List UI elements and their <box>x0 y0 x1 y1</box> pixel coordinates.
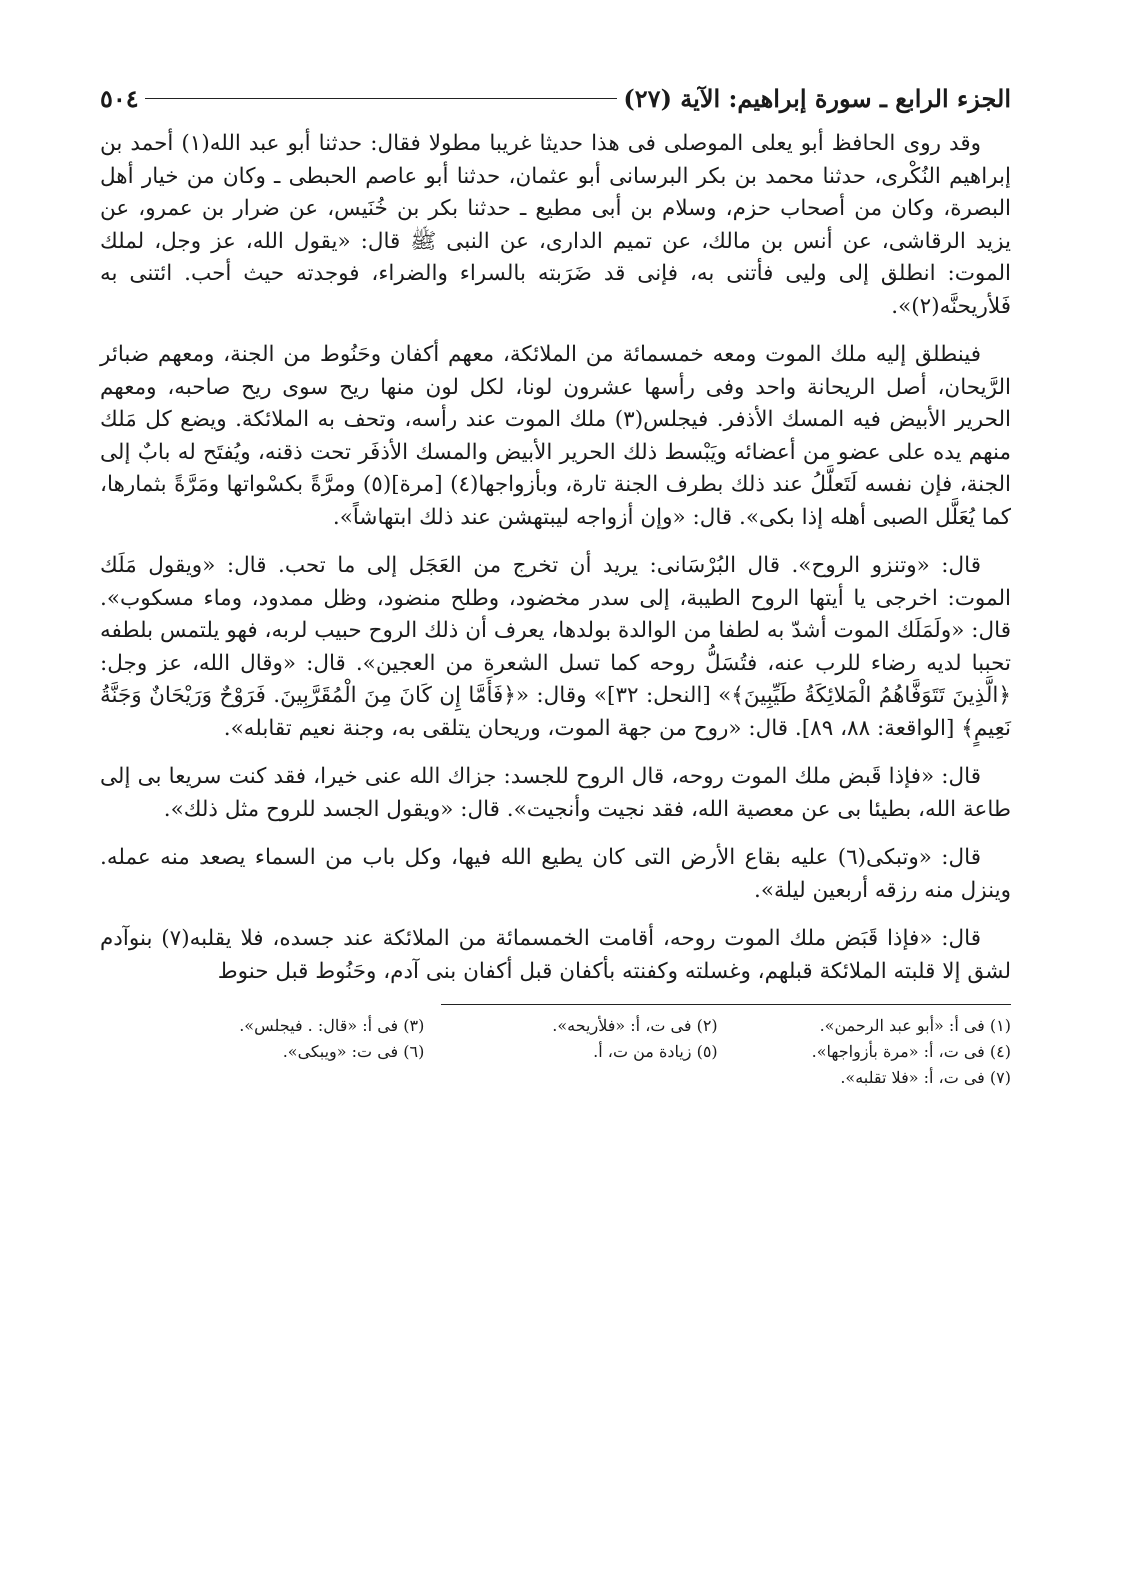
footnote-divider <box>441 1004 1011 1005</box>
header-rule <box>145 98 618 99</box>
paragraph: قال: «وتنزو الروح». قال البُرْسَانى: يريد أن تخرج من العَجَل إلى ما تحب. قال: «ويقول مَلَك الموت: اخرجى يا أيتها الروح الطيبة، إلى سدر مخضود، وطلح منضود، وظل ممدود، وماء مسكوب». قال: «ولَمَلَك الموت أشدّ به لطفا من الوالدة بولدها، يعرف أن ذلك الروح حبيب لربه، فهو يلتمس بلطفه تحببا لديه رضاء للرب عنه، فتُسَلُّ روحه كما تسل الشعرة من العجين». قال: «وقال الله، عز وجل: ﴿الَّذِينَ تَتَوَفَّاهُمُ الْمَلائِكَةُ طَيِّبِينَ﴾» [النحل: ٣٢]» وقال: «﴿فَأَمَّا إِن كَانَ مِنَ الْمُقَرَّبِينَ. فَرَوْحٌ وَرَيْحَانٌ وَجَنَّةُ نَعِيمٍ﴾ [الواقعة: ٨٨، ٨٩]. قال: «روح من جهة الموت، وريحان يتلقى به، وجنة نعيم تقابله». <box>100 553 1011 741</box>
footnote: (٤) فى ت، أ: «مرة بأزواجها». <box>811 1042 1011 1061</box>
running-header <box>100 78 1011 118</box>
header-title: الجزء الرابع ـ سورة إبراهيم: الآية (٢٧) <box>623 83 1011 113</box>
paragraph: قال: «فإذا قَبَض ملك الموت روحه، أقامت الخمسمائة من الملائكة عند جسده، فلا يقلبه(٧) بنوآدم لشق إلا قلبته الملائكة قبلهم، وغسلته وكفنته بأكفان قبل أكفان بنى آدم، وحَنُوط قبل حنوط <box>100 926 1011 984</box>
footnotes <box>131 1013 1011 1091</box>
paragraph: فينطلق إليه ملك الموت ومعه خمسمائة من الملائكة، معهم أكفان وحَنُوط من الجنة، ومعهم ضبائر الرَّيحان، أصل الريحانة واحد وفى رأسها عشرون لونا، لكل لون منها ريح سوى ريح صاحبه، ومعهم الحرير الأبيض فيه المسك الأذفر. فيجلس(٣) ملك الموت عند رأسه، وتحف به الملائكة. ويضع كل مَلك منهم يده على عضو من أعضائه ويَبْسط ذلك الحرير الأبيض والمسك الأذفَر تحت ذقنه، ويُفتَح له بابٌ إلى الجنة، فإن نفسه لَتَعلَّلُ عند ذلك بطرف الجنة تارة، وبأزواجها(٤) [مرة](٥) ومرَّةً بكسْواتها ومَرَّةً بثمارها، كما يُعَلَّل الصبى أهله إذا بكى». قال: «وإن أزواجه ليبتهشن عند ذلك ابتهاشاً». <box>100 342 1011 530</box>
paragraph: قال: «وتبكى(٦) عليه بقاع الأرض التى كان يطيع الله فيها، وكل باب من السماء يصعد منه عمله. وينزل منه رزقه أربعين ليلة». <box>100 845 1011 903</box>
footnote: (٧) فى ت، أ: «فلا تقلبه». <box>840 1068 1011 1087</box>
paragraph: قال: «فإذا قَبض ملك الموت روحه، قال الروح للجسد: جزاك الله عنى خيرا، فقد كنت سريعا بى إلى طاعة الله، بطيئا بى عن معصية الله، فقد نجيت وأنجيت». قال: «ويقول الجسد للروح مثل ذلك». <box>100 764 1011 822</box>
footnote: (٣) فى أ: «قال: . فيجلس». <box>239 1016 425 1035</box>
footnote: (٦) فى ت: «ويبكى». <box>282 1042 425 1061</box>
main-text <box>100 128 1011 988</box>
footnote: (١) فى أ: «أبو عبد الرحمن». <box>819 1016 1011 1035</box>
footnote: (٥) زيادة من ت، أ. <box>593 1042 718 1061</box>
paragraph: وقد روى الحافظ أبو يعلى الموصلى فى هذا حديثا غريبا مطولا فقال: حدثنا أبو عبد الله(١) أحمد بن إبراهيم النُكْرى، حدثنا محمد بن بكر البرسانى أبو عثمان، حدثنا أبو عاصم الحبطى ـ وكان من خيار أهل البصرة، وكان من أصحاب حزم، وسلام بن أبى مطيع ـ حدثنا بكر بن خُنَيس، عن ضرار بن عمرو، عن يزيد الرقاشى، عن أنس بن مالك، عن تميم الدارى، عن النبى ﷺ قال: «يقول الله، عز وجل، لملك الموت: انطلق إلى وليى فأتنى به، فإنى قد ضَرَبته بالسراء والضراء، فوجدته حيث أحب. ائتنى به فَلأريحنَّه(٢)». <box>100 131 1011 319</box>
footnote: (٢) فى ت، أ: «فلأريحه». <box>552 1016 718 1035</box>
page-number: ٥٠٤ <box>100 83 139 113</box>
